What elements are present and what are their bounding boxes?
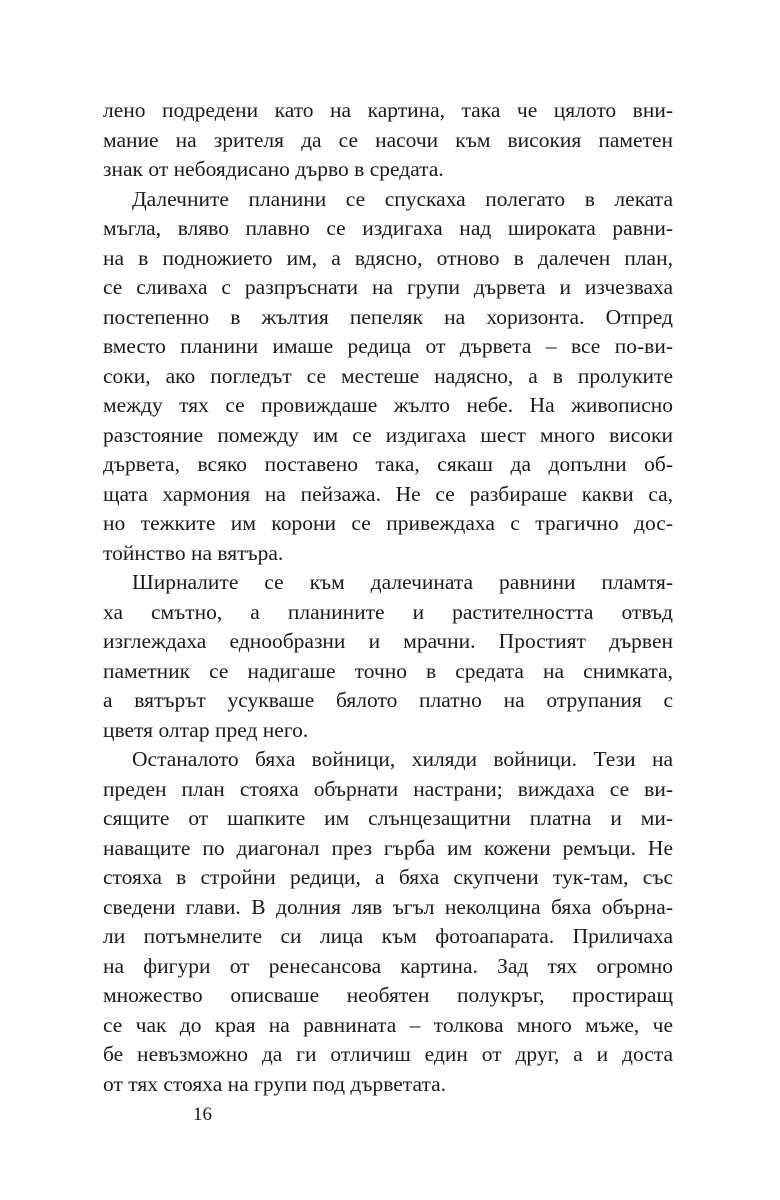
text-line: мание на зрителя да се насочи към високия паметен [103, 127, 673, 152]
text-line: от тях стояха на групи под дърветата. [103, 1071, 447, 1096]
text-line: тойнство на вятъра. [103, 540, 284, 565]
text-line: изглеждаха еднообразни и мрачни. Простият дървен [103, 629, 673, 653]
text-line: соки, ако погледът се местеше надясно, а в пролуките [103, 363, 673, 388]
text-line: паметник се надигаше точно в средата на снимката, [103, 658, 673, 683]
text-line: на в подножието им, а вдясно, отново в далечен план, [103, 245, 673, 270]
text-line: цветя олтар пред него. [103, 717, 309, 742]
text-line: преден план стояха обърнати настрани; виждаха се ви- [103, 776, 673, 801]
text-line: ли потъмнелите си лица към фотоапарата. Приличаха [103, 924, 673, 948]
paragraph [103, 185, 673, 569]
text-line: сящите от шапките им слънцезащитни платна и ми- [103, 806, 673, 830]
text-line: множество описваше необятен полукръг, простиращ [103, 983, 673, 1007]
paragraph [103, 745, 673, 1099]
text-line: Ширналите се към далечината равнини пламтя- [132, 570, 673, 594]
text-line: Останалото бяха войници, хиляди войници. Тези на [132, 747, 673, 771]
text-line: стояха в стройни редици, а бяха скупчени тук-там, със [103, 865, 673, 889]
text-line: Далечните планини се спускаха полегато в леката [132, 186, 673, 211]
text-line: бе невъзможно да ги отличиш един от друг, а и доста [103, 1042, 673, 1066]
text-line: сведени глави. В долния ляв ъгъл неколцина бяха обърна- [103, 894, 673, 919]
text-line: ха смътно, а планините и растителността отвъд [103, 599, 673, 624]
text-line: между тях се провиждаше жълто небе. На живописно [103, 393, 673, 417]
text-line: но тежките им корони се привеждаха с трагично дос- [103, 511, 673, 535]
text-line: щата хармония на пейзажа. Не се разбираше какви са, [103, 481, 673, 506]
text-line: знак от небоядисано дърво в средата. [103, 157, 444, 181]
text-line: постепенно в жълтия пепеляк на хоризонта. Отпред [103, 304, 673, 329]
text-line: разстояние помежду им се издигаха шест много високи [103, 422, 673, 447]
page-body [103, 96, 673, 1099]
paragraph [103, 568, 673, 745]
text-line: мъгла, вляво плавно се издигаха над широката равни- [103, 216, 673, 240]
text-line: наващите по диагонал през гърба им кожени ремъци. Не [103, 835, 673, 860]
text-line: лено подредени като на картина, така че цялото вни- [103, 98, 673, 122]
text-line: се чак до края на равнината – толкова много мъже, че [103, 1012, 673, 1037]
text-line: на фигури от ренесансова картина. Зад тях огромно [103, 953, 673, 978]
paragraph [103, 96, 673, 185]
page-number: 16 [193, 1104, 212, 1125]
text-line: а вятърът усукваше бялото платно на отрупания с [103, 688, 673, 712]
text-line: дървета, всяко поставено така, сякаш да допълни об- [103, 452, 673, 476]
text-line: се сливаха с разпръснати на групи дървета и изчезваха [103, 275, 673, 299]
text-line: вместо планини имаше редица от дървета – все по-ви- [103, 334, 673, 358]
